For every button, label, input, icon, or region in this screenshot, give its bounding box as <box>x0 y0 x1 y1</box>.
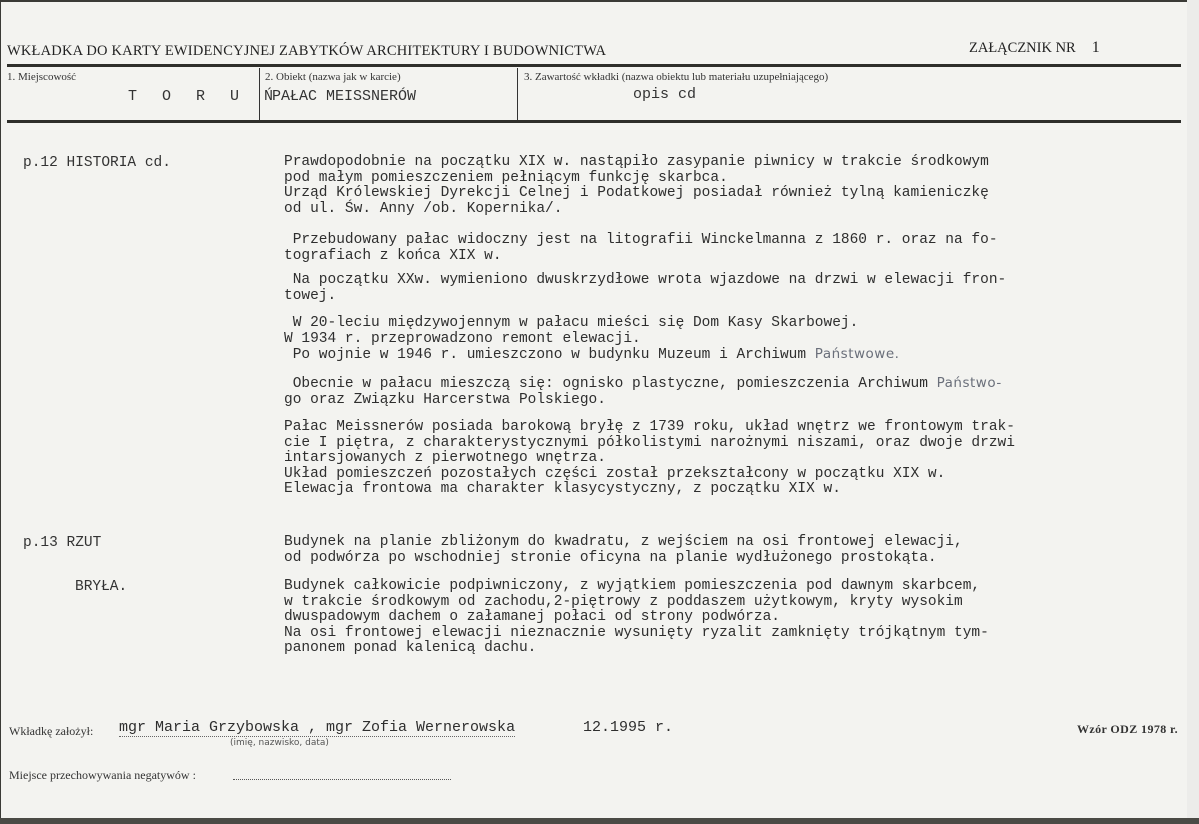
history-paragraph-3 <box>284 273 1006 304</box>
text-line: dwuspadowym dachem o załamanej połaci od strony podwórza. <box>284 609 780 625</box>
field-value-locality: T O R U Ń <box>128 88 282 105</box>
text-line: W 1934 r. przeprowadzono remont elewacji. <box>284 330 641 347</box>
text-line: Budynek na planie zbliżonym do kwadratu, z wejściem na osi frontowej elewacji, <box>284 534 963 550</box>
scan-edge <box>1187 0 1199 824</box>
created-by-caption: (imię, nazwisko, data) <box>230 738 329 748</box>
history-paragraph-6 <box>284 420 1015 498</box>
text-line: Prawdopodobnie na początku XIX w. nastąpiło zasypanie piwnicy w trakcie środkowym <box>284 154 989 170</box>
negatives-location-label: Miejsce przechowywania negatywów : <box>9 768 196 782</box>
text-line: Pałac Meissnerów posiada barokową bryłę z 1739 roku, układ wnętrz we frontowym trak- <box>284 419 1015 435</box>
text-line: panonem ponad kalenicą dachu. <box>284 640 537 656</box>
created-by-label: Wkładkę założył: <box>9 724 94 738</box>
field-label-object: 2. Obiekt (nazwa jak w karcie) <box>265 71 401 83</box>
plan-paragraph <box>284 535 963 566</box>
section-label-massing: BRYŁA. <box>75 579 128 595</box>
text-line: cie I piętra, z charakterystycznymi półkolistymi narożnymi niszami, oraz dwoje drzwi <box>284 434 1015 451</box>
text-line: Układ pomieszczeń pozostałych części został przekształcony w początku XIX w. <box>284 465 946 482</box>
field-label-content: 3. Zawartość wkładki (nazwa obiektu lub materiału uzupełniającego) <box>524 71 829 83</box>
history-paragraph-1 <box>284 155 989 217</box>
field-divider <box>517 68 518 121</box>
inventory-card-insert <box>1 2 1188 820</box>
section-label-history: p.12 HISTORIA cd. <box>23 155 171 171</box>
text-line: w trakcie środkowym od zachodu,2-piętrowy z poddaszem użytkowym, kryty wysokim <box>284 593 963 610</box>
text-line: pod małym pomieszczeniem pełniącym funkcję skarbca. <box>284 169 728 186</box>
text-line: intarsjowanych z pierwotnego wnętrza. <box>284 450 606 466</box>
handwritten-insert: Państwowe. <box>814 346 900 362</box>
text-line: Elewacja frontowa ma charakter klasycystyczny, z początku XIX w. <box>284 481 841 497</box>
annex-number-value: 1 <box>1091 39 1100 56</box>
text-line: Po wojnie w 1946 r. umieszczono w budynku Muzeum i Archiwum <box>284 347 815 363</box>
text-line: od ul. Św. Anny /ob. Kopernika/. <box>284 200 563 217</box>
top-rule <box>7 64 1181 67</box>
text-line: Na początku XXw. wymieniono dwuskrzydłowe wrota wjazdowe na drzwi w elewacji fron- <box>284 272 1007 288</box>
template-note: Wzór ODZ 1978 r. <box>1077 722 1179 736</box>
field-value-content: opis cd <box>633 86 697 103</box>
text-line: Przebudowany pałac widoczny jest na litografii Winckelmanna z 1860 r. oraz na fo- <box>284 232 998 248</box>
created-by-value: mgr Maria Grzybowska , mgr Zofia Wernerowska <box>119 719 516 736</box>
annex-number <box>969 39 1100 57</box>
history-paragraph-2 <box>284 233 998 264</box>
bottom-rule <box>7 120 1181 123</box>
section-label-plan: p.13 RZUT <box>23 535 102 551</box>
annex-label: ZAŁĄCZNIK NR <box>969 40 1076 56</box>
field-value-object: PAŁAC MEISSNERÓW <box>272 88 417 105</box>
text-line: od podwórza po wschodniej stronie oficyna na planie wydłużonego prostokąta. <box>284 549 937 566</box>
created-date: 12.1995 r. <box>583 719 674 736</box>
form-title: WKŁADKA DO KARTY EWIDENCYJNEJ ZABYTKÓW ARCHITEKTURY I BUDOWNICTWA <box>7 43 607 59</box>
text-line: Budynek całkowicie podpiwniczony, z wyjątkiem pomieszczenia pod dawnym skarbcem, <box>284 578 981 594</box>
text-line: tografiach z końca XIX w. <box>284 247 502 264</box>
text-line: Obecnie w pałacu mieszczą się: ognisko plastyczne, pomieszczenia Archiwum <box>284 376 937 392</box>
scan-bottom-edge <box>0 818 1199 824</box>
text-line: go oraz Związku Harcerstwa Polskiego. <box>284 391 606 408</box>
text-line: W 20-leciu międzywojennym w pałacu mieści się Dom Kasy Skarbowej. <box>284 315 859 331</box>
text-line: towej. <box>284 287 337 304</box>
history-paragraph-5 <box>284 376 1002 408</box>
handwritten-insert: Państwo- <box>936 375 1002 391</box>
text-line: Urząd Królewskiej Dyrekcji Celnej i Podatkowej posiadał również tylną kamieniczkę <box>284 185 989 201</box>
history-paragraph-4 <box>284 316 899 364</box>
negatives-location-field <box>233 778 451 780</box>
text-line: Na osi frontowej elewacji nieznacznie wysunięty ryzalit zamknięty trójkątnym tym- <box>284 624 989 641</box>
massing-paragraph <box>284 579 989 657</box>
field-label-locality: 1. Miejscowość <box>7 71 77 83</box>
